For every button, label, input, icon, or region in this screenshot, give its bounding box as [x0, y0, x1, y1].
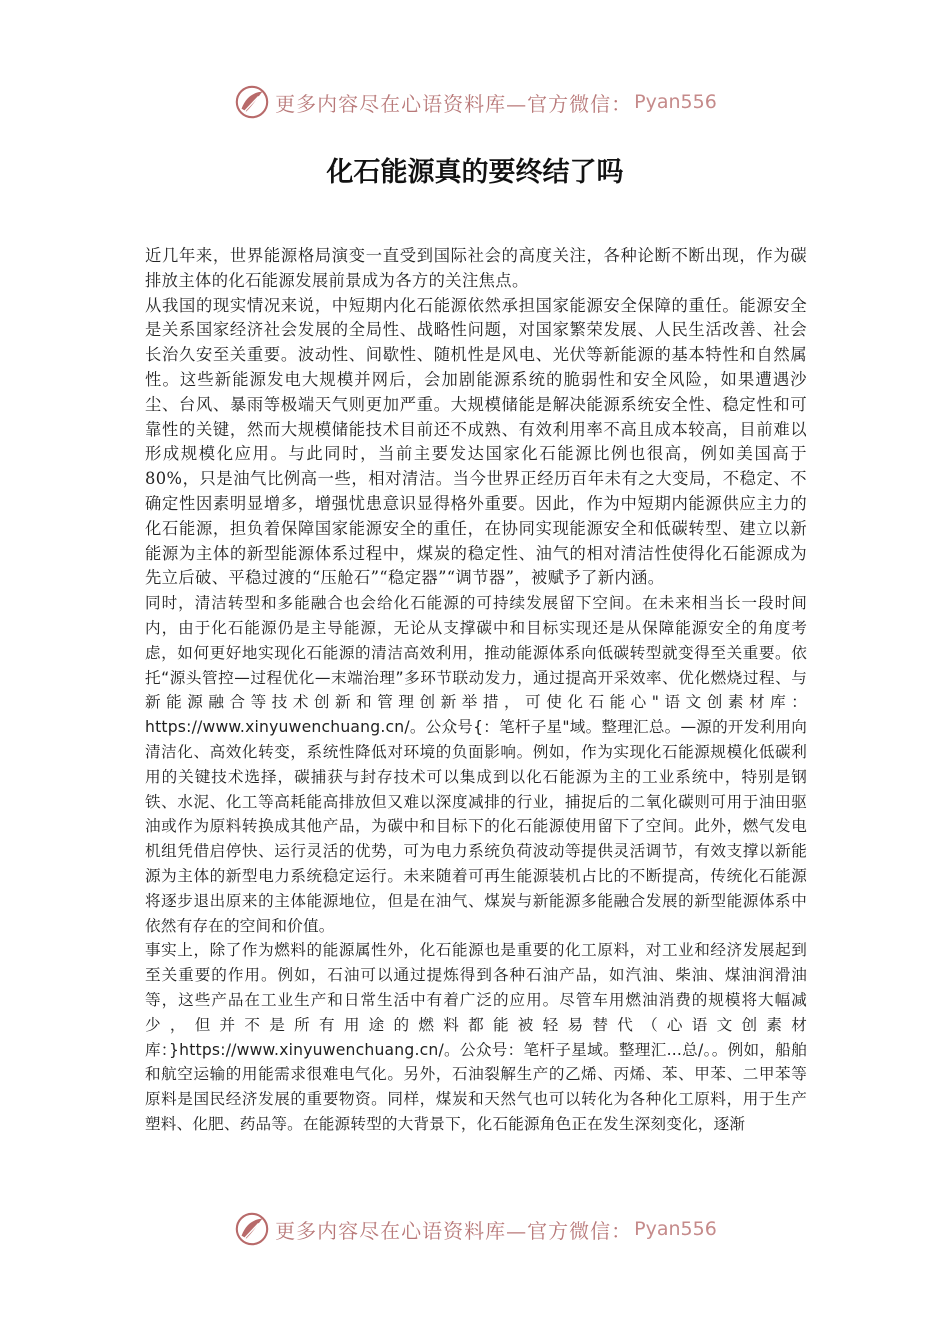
footer-banner	[0, 1209, 950, 1249]
logo-icon	[233, 1210, 271, 1248]
banner-wechat-id: Pyan556	[634, 1218, 717, 1240]
banner-wechat-id: Pyan556	[634, 91, 717, 113]
paragraph-3: 同时，清洁转型和多能融合也会给化石能源的可持续发展留下空间。在未来相当长一段时间内，由于化石能源仍是主导能源，无论从支撑碳中和目标实现还是从保障能源安全的角度考虑，如何更好地实现化石能源的清洁高效利用，推动能源体系向低碳转型就变得至关重要。依托“源头管控—过程优化—末端治理”多环节联动发力，通过提高开采效率、优化燃烧过程、与新能源融合等技术创新和管理创新举措，可使化石能心"语文创素材库：https://www.xinyuwenchuang.cn/。公众号{：笔杆子星"域。整理汇总。—源的开发利用向清洁化、高效化转变，系统性降低对环境的负面影响。例如，作为实现化石能源规模化低碳利用的关键技术选择，碳捕获与封存技术可以集成到以化石能源为主的工业系统中，特别是钢铁、水泥、化工等高耗能高排放但又难以深度减排的行业，捕捉后的二氧化碳则可用于油田驱油或作为原料转换成其他产品，为碳中和目标下的化石能源使用留下了空间。此外，燃气发电机组凭借启停快、运行灵活的优势，可为电力系统负荷波动等提供灵活调节，有效支撑以新能源为主体的新型电力系统稳定运行。未来随着可再生能源装机占比的不断提高，传统化石能源将逐步退出原来的主体能源地位，但是在油气、煤炭与新能源多能融合发展的新型能源体系中依然有存在的空间和价值。	[145, 594, 807, 935]
paragraph-1: 近几年来，世界能源格局演变一直受到国际社会的高度关注，各种论断不断出现，作为碳排放主体的化石能源发展前景成为各方的关注焦点。	[145, 246, 807, 290]
document-body	[145, 244, 807, 1137]
paragraph-2: 从我国的现实情况来说，中短期内化石能源依然承担国家能源安全保障的重任。能源安全是关系国家经济社会发展的全局性、战略性问题，对国家繁荣发展、人民生活改善、社会长治久安至关重要。波动性、间歇性、随机性是风电、光伏等新能源的基本特性和自然属性。这些新能源发电大规模并网后，会加剧能源系统的脆弱性和安全风险，如果遭遇沙尘、台风、暴雨等极端天气则更加严重。大规模储能是解决能源系统安全性、稳定性和可靠性的关键，然而大规模储能技术目前还不成熟、有效利用率不高且成本较高，目前难以形成规模化应用。与此同时，当前主要发达国家化石能源比例也很高，例如美国高于 80%，只是油气比例高一些，相对清洁。当今世界正经历百年未有之大变局，不稳定、不确定性因素明显增多，增强忧患意识显得格外重要。因此，作为中短期内能源供应主力的化石能源，担负着保障国家能源安全的重任，在协同实现能源安全和低碳转型、建立以新能源为主体的新型能源体系过程中，煤炭的稳定性、油气的相对清洁性使得化石能源成为先立后破、平稳过渡的“压舱石”“稳定器”“调节器”，被赋予了新内涵。	[145, 295, 807, 588]
header-banner	[0, 82, 950, 122]
logo-icon	[233, 83, 271, 121]
banner-text: 更多内容尽在心语资料库—官方微信：	[275, 91, 633, 116]
paragraph-4: 事实上，除了作为燃料的能源属性外，化石能源也是重要的化工原料，对工业和经济发展起到至关重要的作用。例如，石油可以通过提炼得到各种石油产品，如汽油、柴油、煤油润滑油等，这些产品在工业生产和日常生活中有着广泛的应用。尽管车用燃油消费的规模将大幅减少，但并不是所有用途的燃料都能被轻易替代（心语文创素材库：}https://www.xinyuwenchuang.cn/。公众号：笔杆子星域。整理汇...总/。。例如，船舶和航空运输的用能需求很难电气化。另外，石油裂解生产的乙烯、丙烯、苯、甲苯、二甲苯等原料是国民经济发展的重要物资。同样，煤炭和天然气也可以转化为各种化工原料，用于生产塑料、化肥、药品等。在能源转型的大背景下，化石能源角色正在发生深刻变化，逐渐	[145, 941, 807, 1133]
document-title: 化石能源真的要终结了吗	[326, 157, 624, 188]
banner-text: 更多内容尽在心语资料库—官方微信：	[275, 1218, 633, 1243]
